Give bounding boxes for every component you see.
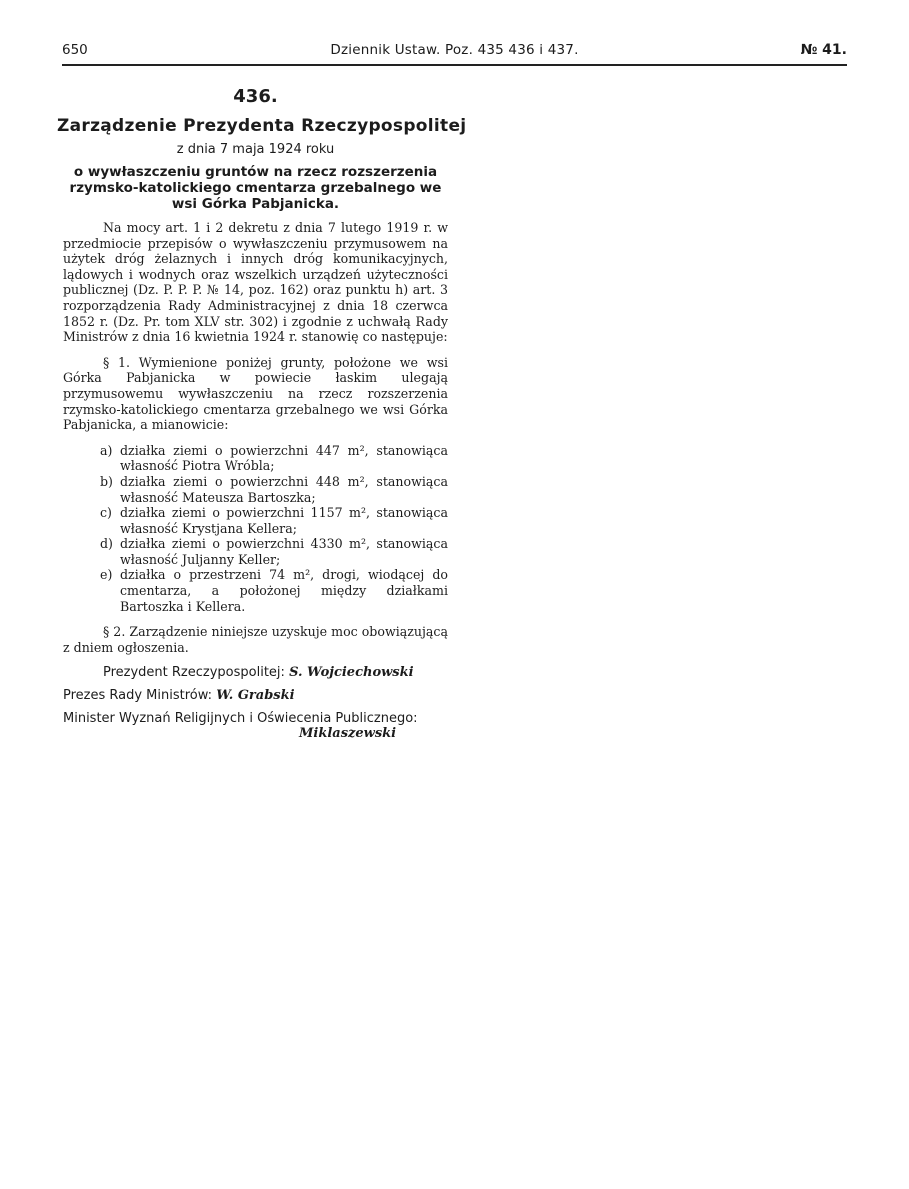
- list-item: [63, 536, 448, 567]
- president-role: Prezydent Rzeczypospolitej:: [103, 665, 285, 681]
- article-column: [57, 86, 467, 742]
- section-1-paragraph: § 1. Wymienione poniżej grunty, położone we wsi Górka Pabjanicka w powiecie łaskim ulegają przymusowemu wywłaszczeniu na rzecz rozszerzenia rzymsko-katolickiego cmentarza grzebalnego we wsi Górka Pabjanicka, a mianowicie:: [63, 354, 448, 433]
- item-text: działka ziemi o powierzchni 1157 m², stanowiąca własność Krystjana Kellera;: [120, 505, 448, 536]
- article-title: Zarządzenie Prezydenta Rzeczypospolitej: [57, 116, 467, 136]
- parcel-list: [63, 443, 448, 615]
- item-text: działka ziemi o powierzchni 448 m², stanowiąca własność Mateusza Bartoszka;: [120, 473, 448, 505]
- list-item: [63, 474, 448, 505]
- minister-name: Miklaszewski: [299, 726, 397, 742]
- header-rule: [62, 64, 847, 66]
- issue-number: № 41.: [800, 42, 847, 58]
- president-signature: [103, 665, 448, 680]
- premier-role: Prezes Rady Ministrów:: [63, 688, 213, 704]
- item-text: działka ziemi o powierzchni 447 m², stanowiąca własność Piotra Wróbla;: [120, 442, 448, 474]
- preamble-paragraph: Na mocy art. 1 i 2 dekretu z dnia 7 lutego 1919 r. w przedmiocie przepisów o wywłaszczeniu przymusowem na użytek dróg żelaznych i innych dróg komunikacyjnych, lądowych i wodnych oraz wszelkich urządzeń użyteczności publicznej (Dz. P. P. P. № 14, poz. 162) oraz punktu h) art. 3 rozporządzenia Rady Administracyjnej z dnia 18 czerwca 1852 r. (Dz. Pr. tom XLV str. 302) i zgodnie z uchwałą Rady Ministrów z dnia 16 kwietnia 1924 r. stanowię co następuje:: [63, 220, 448, 345]
- item-label: b): [100, 473, 113, 489]
- article-number: 436.: [233, 86, 278, 107]
- minister-role: Minister Wyznań Religijnych i Oświecenia Publicznego:: [63, 711, 418, 727]
- item-text: działka o przestrzeni 74 m², drogi, wiodącej do cmentarza, a położonej między działkami Bartoszka i Kellera.: [120, 567, 448, 614]
- section-2-paragraph: § 2. Zarządzenie niniejsze uzyskuje moc obowiązującą z dniem ogłoszenia.: [63, 624, 448, 655]
- item-label: a): [100, 442, 113, 458]
- list-item: [63, 505, 448, 536]
- premier-signature: [63, 688, 448, 703]
- list-item: [63, 443, 448, 474]
- article-date: z dnia 7 maja 1924 roku: [176, 142, 335, 157]
- item-label: c): [100, 505, 112, 521]
- premier-name: W. Grabski: [216, 688, 295, 704]
- journal-title: Dziennik Ustaw. Poz. 435 436 i 437.: [330, 42, 579, 58]
- president-name: S. Wojciechowski: [289, 665, 414, 681]
- running-header: [62, 40, 847, 64]
- item-label: e): [100, 567, 113, 583]
- item-label: d): [100, 536, 113, 552]
- article-subject: o wywłaszczeniu gruntów na rzecz rozszerzenia rzymsko-katolickiego cmentarza grzebalnego we wsi Górka Pabjanicka.: [69, 164, 442, 212]
- item-text: działka ziemi o powierzchni 4330 m², stanowiąca własność Juljanny Keller;: [120, 536, 448, 567]
- page-number: 650: [62, 42, 88, 58]
- list-item: [63, 567, 448, 614]
